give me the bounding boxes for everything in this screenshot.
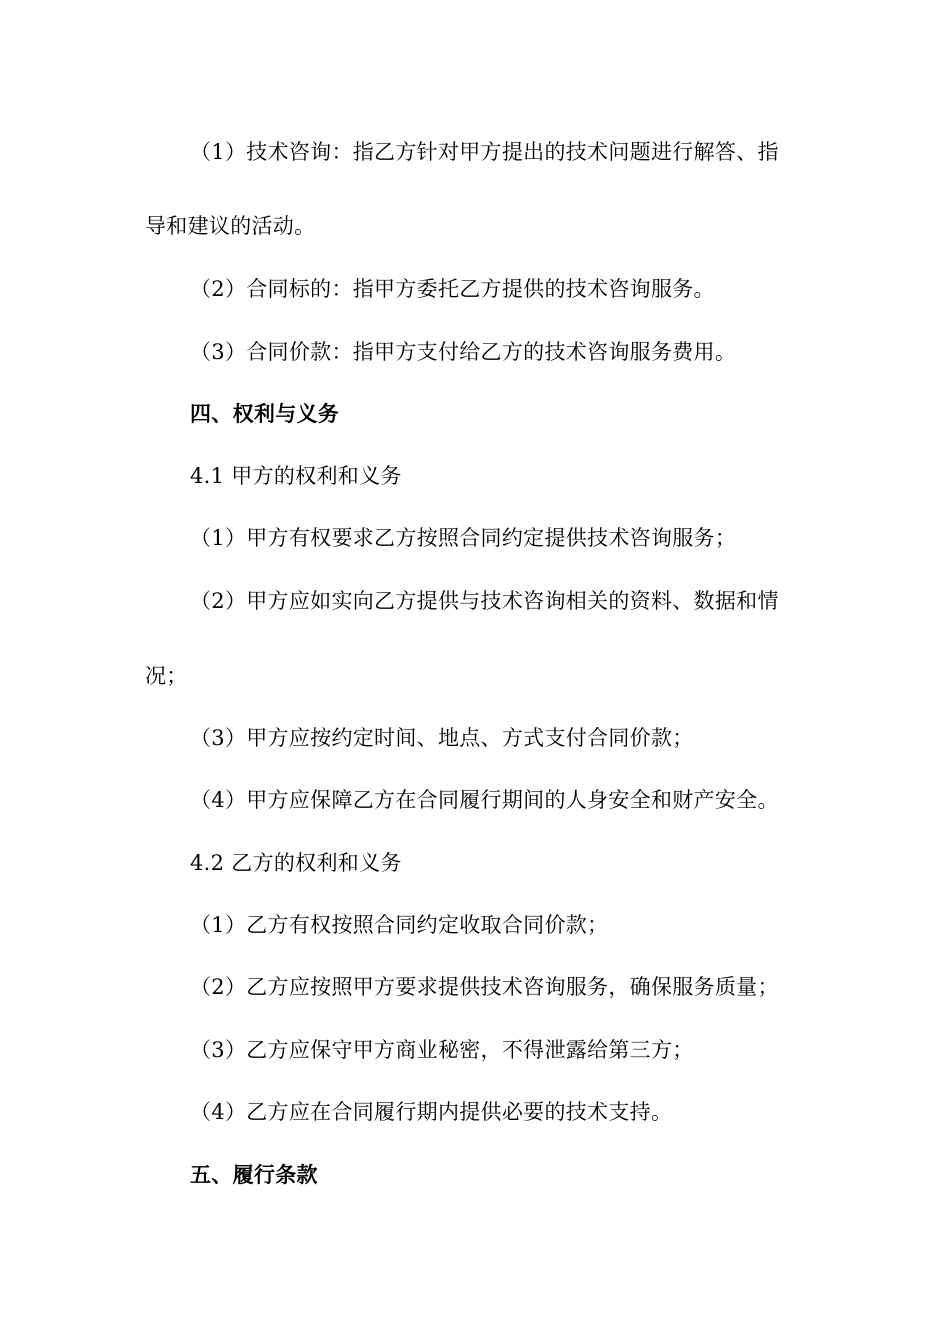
party-a-item-4: （4）甲方应保障乙方在合同履行期间的人身安全和财产安全。 <box>190 788 779 812</box>
definition-2: （2）合同标的：指甲方委托乙方提供的技术咨询服务。 <box>190 277 715 301</box>
party-b-item-3: （3）乙方应保守甲方商业秘密，不得泄露给第三方； <box>190 1038 694 1062</box>
party-a-item-2-line-1: （2）甲方应如实向乙方提供与技术咨询相关的资料、数据和情 <box>190 589 779 613</box>
subsection-heading-4-1: 4.1 甲方的权利和义务 <box>190 464 402 488</box>
party-b-item-1: （1）乙方有权按照合同约定收取合同价款； <box>190 913 609 937</box>
party-a-item-2-line-2: 况； <box>145 664 188 688</box>
party-a-item-1: （1）甲方有权要求乙方按照合同约定提供技术咨询服务； <box>190 526 737 550</box>
party-b-item-4: （4）乙方应在合同履行期内提供必要的技术支持。 <box>190 1100 673 1124</box>
definition-1-line-1: （1）技术咨询：指乙方针对甲方提出的技术问题进行解答、指 <box>190 140 779 164</box>
party-a-item-3: （3）甲方应按约定时间、地点、方式支付合同价款； <box>190 726 694 750</box>
section-heading-5: 五、履行条款 <box>190 1162 318 1187</box>
party-b-item-2: （2）乙方应按照甲方要求提供技术咨询服务，确保服务质量； <box>190 975 779 999</box>
definition-1-line-2: 导和建议的活动。 <box>145 214 316 238</box>
section-heading-4: 四、权利与义务 <box>190 401 340 426</box>
subsection-heading-4-2: 4.2 乙方的权利和义务 <box>190 851 402 875</box>
definition-3: （3）合同价款：指甲方支付给乙方的技术咨询服务费用。 <box>190 340 737 364</box>
